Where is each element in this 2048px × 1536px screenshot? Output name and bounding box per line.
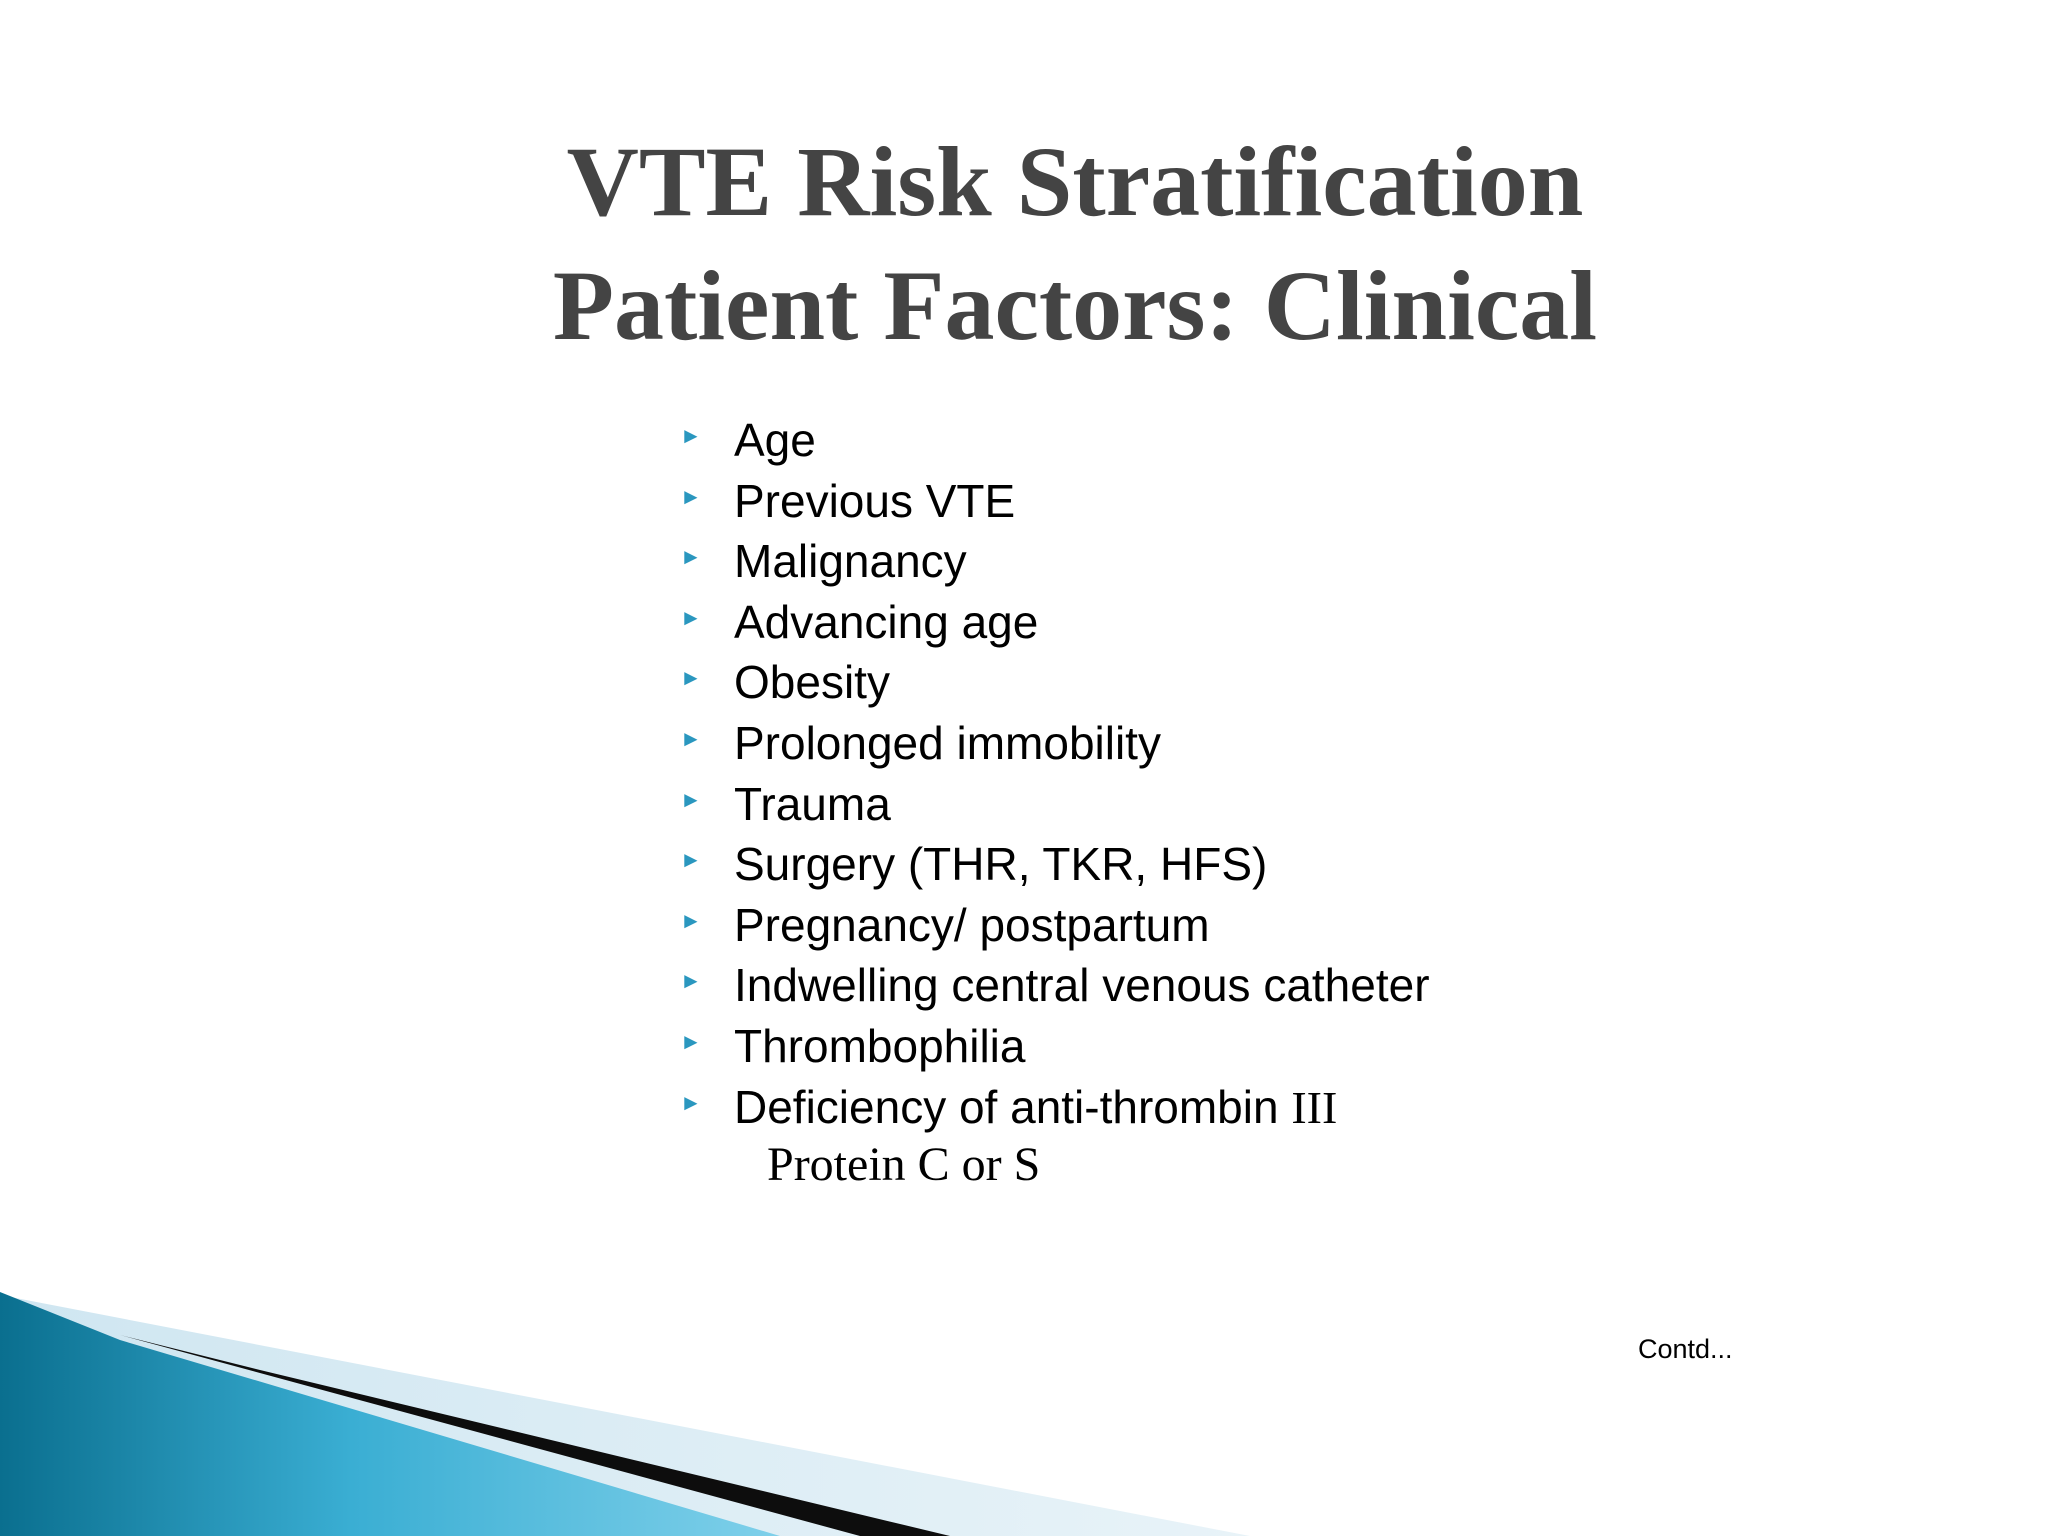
list-item: [676, 955, 1430, 1016]
sub-item-text: Protein C or S: [767, 1138, 1041, 1191]
continued-note: Contd...: [1638, 1334, 1733, 1364]
list-item-label: Advancing age: [734, 595, 1039, 648]
triangle-right-icon: ►: [680, 1028, 702, 1054]
list-item: [676, 471, 1430, 532]
triangle-right-icon: ►: [680, 786, 702, 812]
list-item: [676, 1016, 1430, 1077]
triangle-right-icon: ►: [680, 847, 702, 873]
list-item-label: Surgery (THR, TKR, HFS): [734, 838, 1268, 891]
list-item-label: Prolonged immobility: [734, 716, 1161, 769]
list-item-label: Indwelling central venous catheter: [734, 959, 1430, 1012]
list-item: [676, 531, 1430, 592]
triangle-right-icon: ►: [680, 423, 702, 448]
list-item-label: Malignancy: [734, 535, 967, 588]
title-line-2: Patient Factors: Clinical: [552, 250, 1598, 361]
title-line-1: VTE Risk Stratification: [566, 126, 1584, 237]
triangle-right-icon: ►: [680, 483, 702, 509]
bullet-list: [676, 410, 1430, 1137]
list-item-label: Previous VTE: [734, 474, 1016, 527]
triangle-right-icon: ►: [680, 907, 702, 933]
list-item-label: Pregnancy/ postpartum: [734, 898, 1210, 951]
triangle-right-icon: ►: [680, 725, 702, 751]
list-item-label: Deficiency of anti-thrombin: [734, 1080, 1279, 1133]
list-item: [676, 592, 1430, 653]
list-item-label: Obesity: [734, 656, 890, 709]
triangle-right-icon: ►: [680, 604, 702, 630]
list-item-label: Age: [734, 414, 816, 466]
list-item: [676, 652, 1430, 713]
list-item: [676, 895, 1430, 956]
triangle-right-icon: ►: [680, 544, 702, 570]
list-item: [676, 713, 1430, 774]
list-item: [676, 410, 1430, 471]
triangle-right-icon: ►: [680, 968, 702, 994]
list-item-suffix: III: [1291, 1081, 1338, 1133]
list-item-label: Trauma: [734, 777, 891, 830]
triangle-right-icon: ►: [680, 665, 702, 691]
list-item: [676, 1077, 1430, 1138]
list-item: [676, 774, 1430, 835]
triangle-right-icon: ►: [680, 1089, 702, 1115]
slide-title: [0, 120, 2048, 368]
list-item: [676, 834, 1430, 895]
list-item-label: Thrombophilia: [734, 1019, 1026, 1072]
